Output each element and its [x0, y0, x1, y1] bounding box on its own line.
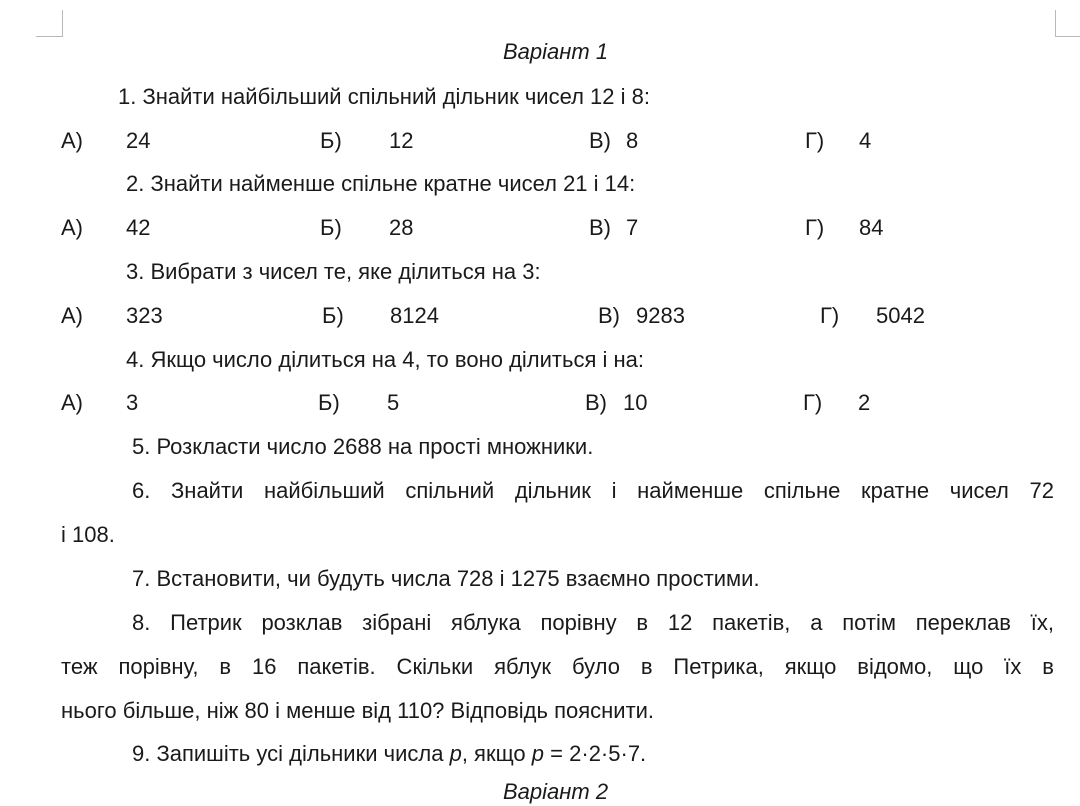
variable-p: p: [531, 741, 545, 766]
option-value: 4: [859, 128, 872, 153]
question-4-text: 4. Якщо число ділиться на 4, то воно ділиться і на:: [126, 347, 644, 372]
option-value: 323: [126, 303, 163, 328]
option-letter: Г): [820, 303, 840, 328]
question-3-text: 3. Вибрати з чисел те, яке ділиться на 3:: [126, 259, 541, 284]
option-letter: В): [589, 215, 611, 240]
question-9-suffix: = 2·2·5·7.: [550, 741, 647, 766]
option-letter: Г): [803, 390, 823, 415]
question-1-text: 1. Знайти найбільший спільний дільник чисел 12 і 8:: [118, 84, 650, 109]
option-value: 2: [858, 390, 871, 415]
option-value: 9283: [636, 303, 685, 328]
option-letter: Б): [322, 303, 344, 328]
question-8-line-2: теж порівну, в 16 пакетів. Скільки яблук було в Петрика, якщо відомо, що їх в: [61, 654, 1054, 679]
option-letter: В): [589, 128, 611, 153]
option-value: 84: [859, 215, 884, 240]
option-value: 12: [389, 128, 414, 153]
question-6-line-2: і 108.: [61, 522, 115, 547]
option-letter: Г): [805, 215, 825, 240]
option-letter: В): [598, 303, 620, 328]
question-9-prefix: 9. Запишіть усі дільники числа: [132, 741, 444, 766]
next-variant-title: Варіант 2: [503, 779, 609, 804]
option-value: 8: [626, 128, 639, 153]
option-letter: А): [61, 128, 83, 153]
option-value: 8124: [390, 303, 439, 328]
option-value: 3: [126, 390, 139, 415]
option-letter: А): [61, 390, 83, 415]
option-letter: Б): [320, 128, 342, 153]
question-8-line-3: нього більше, ніж 80 і менше від 110? Відповідь пояснити.: [61, 698, 655, 723]
question-9-middle: , якщо: [461, 741, 526, 766]
option-letter: В): [585, 390, 607, 415]
page-corner-mark-left: [36, 10, 63, 37]
variable-p: p: [449, 741, 462, 766]
question-6-line-1: 6. Знайти найбільший спільний дільник і найменше спільне кратне чисел 72: [132, 478, 1054, 503]
question-9-text: [132, 740, 646, 768]
option-value: 28: [389, 215, 414, 240]
option-value: 7: [626, 215, 639, 240]
option-value: 24: [126, 128, 151, 153]
question-8-line-1: 8. Петрик розклав зібрані яблука порівну в 12 пакетів, а потім переклав їх,: [132, 610, 1054, 635]
question-5-text: 5. Розкласти число 2688 на прості множники.: [132, 434, 594, 459]
question-2-text: 2. Знайти найменше спільне кратне чисел 21 і 14:: [126, 171, 636, 196]
option-letter: Б): [318, 390, 340, 415]
option-letter: А): [61, 303, 83, 328]
variant-title: Варіант 1: [503, 39, 609, 64]
option-value: 5: [387, 390, 400, 415]
page-corner-mark-right: [1055, 10, 1080, 37]
question-7-text: 7. Встановити, чи будуть числа 728 і 1275 взаємно простими.: [132, 566, 760, 591]
option-value: 10: [623, 390, 648, 415]
option-letter: А): [61, 215, 83, 240]
option-letter: Б): [320, 215, 342, 240]
option-letter: Г): [805, 128, 825, 153]
option-value: 5042: [876, 303, 925, 328]
option-value: 42: [126, 215, 151, 240]
